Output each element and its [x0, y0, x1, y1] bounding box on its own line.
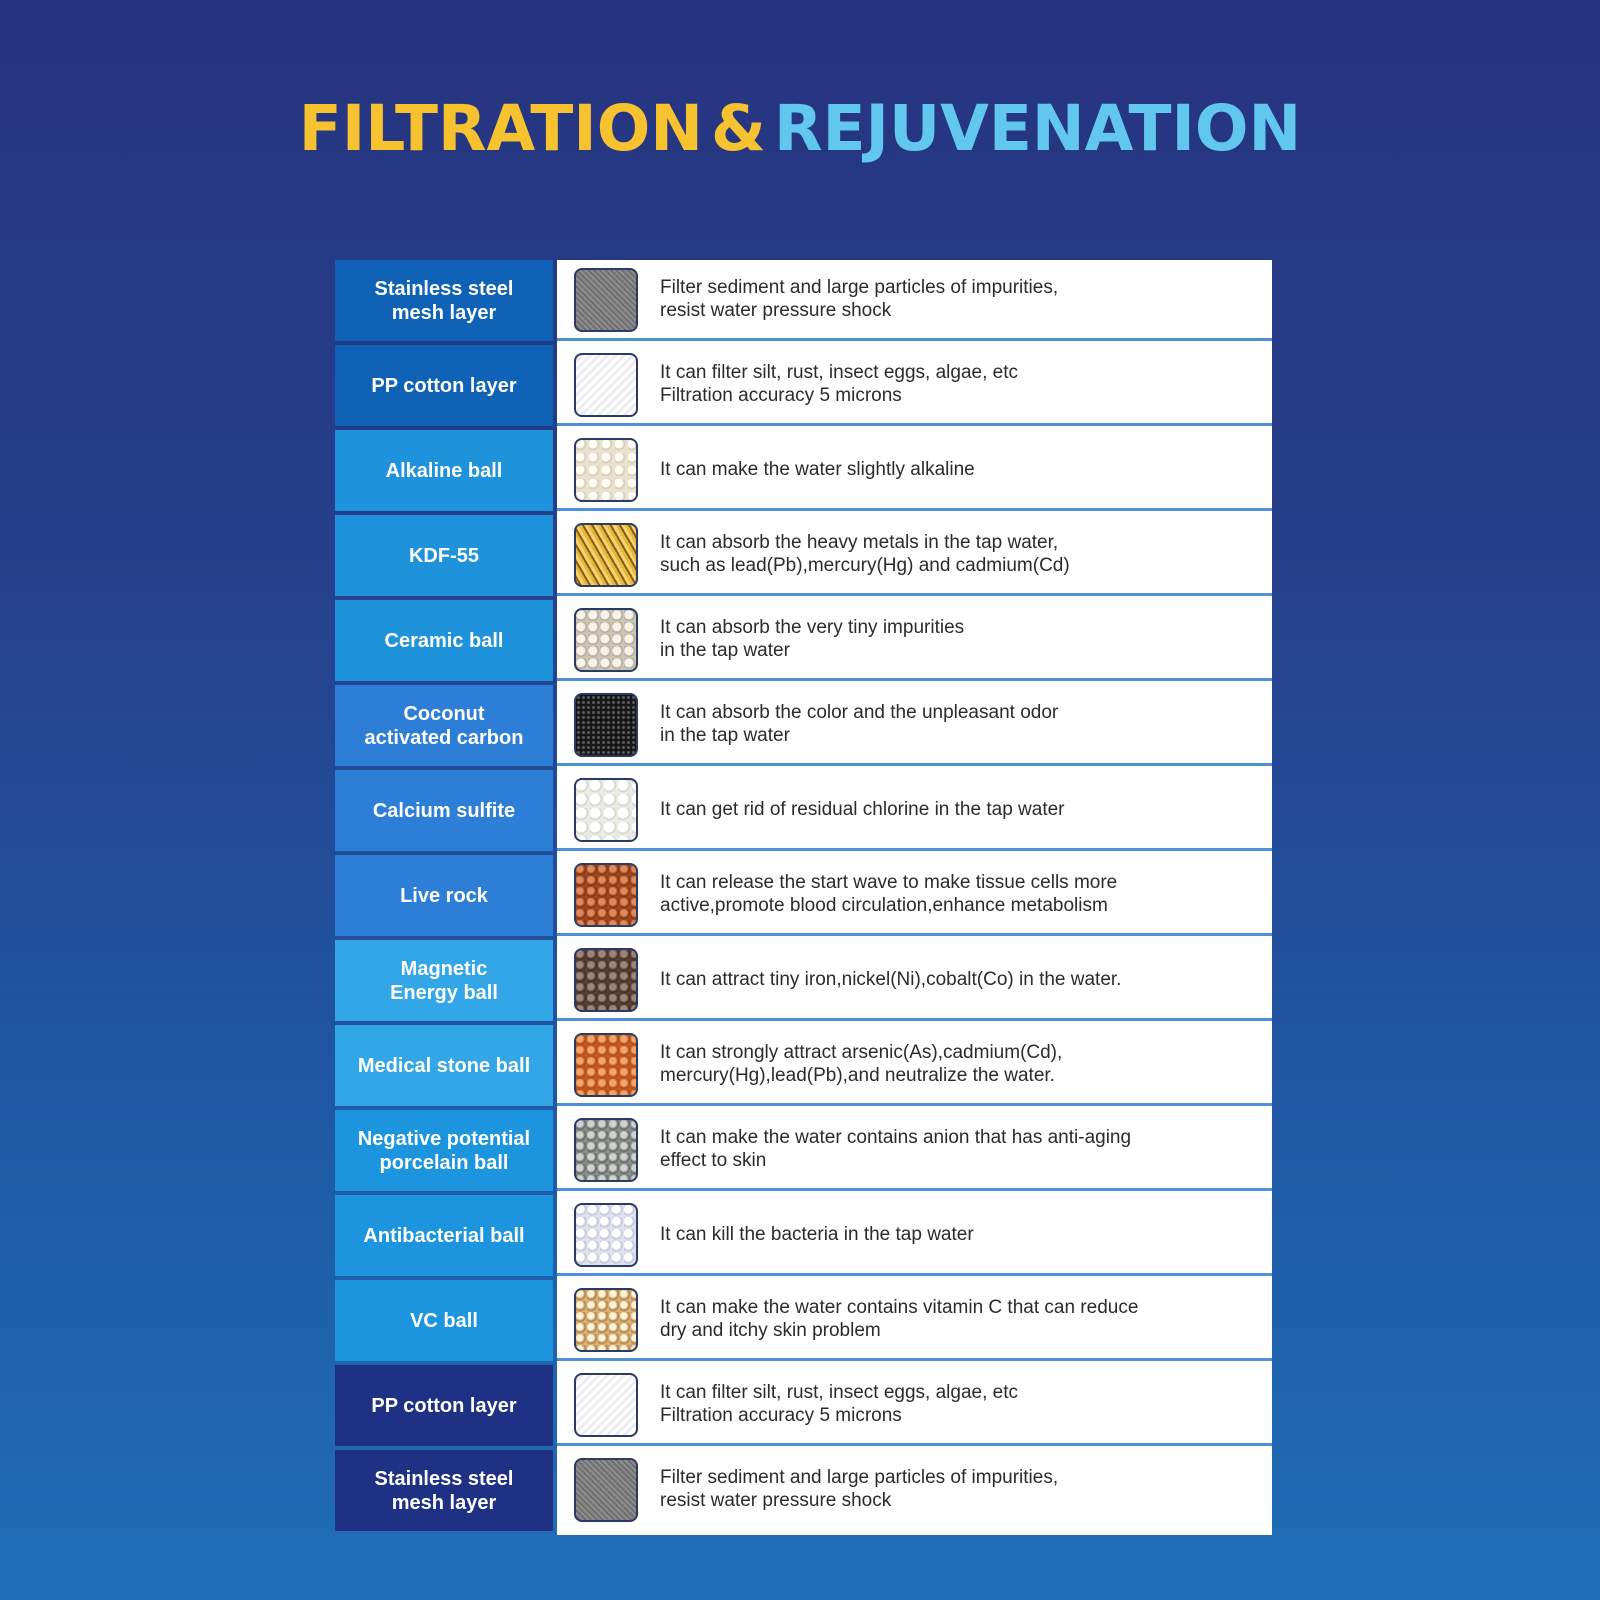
mesh-swatch	[574, 268, 638, 332]
antibacterial-swatch	[574, 1203, 638, 1267]
cotton-swatch	[574, 353, 638, 417]
layer-label: Stainless steel mesh layer	[335, 260, 553, 341]
layer-description: It can kill the bacteria in the tap water	[660, 1223, 974, 1245]
layer-description: Filter sediment and large particles of impurities, resist water pressure shock	[660, 277, 1059, 321]
layer-description: It can absorb the very tiny impurities in the tap water	[660, 617, 965, 661]
layer-label: Medical stone ball	[335, 1025, 553, 1106]
layer-description: Filter sediment and large particles of impurities, resist water pressure shock	[660, 1467, 1059, 1511]
layer-descriptions-column	[557, 260, 1272, 1535]
magnetic-swatch	[574, 948, 638, 1012]
title-rejuvenation: REJUVENATION	[773, 92, 1302, 165]
title-filtration: FILTRATION	[298, 92, 704, 165]
layer-label: VC ball	[335, 1280, 553, 1361]
negative-swatch	[574, 1118, 638, 1182]
cotton-swatch	[574, 1373, 638, 1437]
layer-label: PP cotton layer	[335, 1365, 553, 1446]
layer-row	[557, 1025, 1272, 1106]
layer-row	[557, 685, 1272, 766]
liverock-swatch	[574, 863, 638, 927]
ceramic-swatch	[574, 608, 638, 672]
page-title	[0, 92, 1600, 165]
layer-description: It can strongly attract arsenic(As),cadmium(Cd), mercury(Hg),lead(Pb),and neutralize the water.	[660, 1042, 1063, 1086]
layer-description: It can absorb the color and the unpleasant odor in the tap water	[660, 702, 1059, 746]
layer-label: PP cotton layer	[335, 345, 553, 426]
layer-row	[557, 1280, 1272, 1361]
layer-row	[557, 600, 1272, 681]
title-ampersand: &	[711, 92, 766, 165]
layer-description: It can filter silt, rust, insect eggs, algae, etc Filtration accuracy 5 microns	[660, 1382, 1018, 1426]
layer-label: Antibacterial ball	[335, 1195, 553, 1276]
layer-description: It can absorb the heavy metals in the tap water, such as lead(Pb),mercury(Hg) and cadmium(Cd)	[660, 532, 1070, 576]
layer-description: It can filter silt, rust, insect eggs, algae, etc Filtration accuracy 5 microns	[660, 362, 1018, 406]
layer-row	[557, 515, 1272, 596]
medical-swatch	[574, 1033, 638, 1097]
vc-swatch	[574, 1288, 638, 1352]
layer-description: It can make the water contains vitamin C that can reduce dry and itchy skin problem	[660, 1297, 1139, 1341]
layer-label: Negative potential porcelain ball	[335, 1110, 553, 1191]
layer-label: KDF-55	[335, 515, 553, 596]
layer-row	[557, 1450, 1272, 1531]
layer-description: It can get rid of residual chlorine in the tap water	[660, 798, 1065, 820]
mesh-swatch	[574, 1458, 638, 1522]
layer-row	[557, 940, 1272, 1021]
carbon-swatch	[574, 693, 638, 757]
layer-label: Alkaline ball	[335, 430, 553, 511]
layer-label: Ceramic ball	[335, 600, 553, 681]
filter-layers-table	[335, 260, 1272, 1535]
layer-label: Stainless steel mesh layer	[335, 1450, 553, 1531]
layer-row	[557, 1110, 1272, 1191]
calcium-swatch	[574, 778, 638, 842]
kdf-swatch	[574, 523, 638, 587]
layer-description: It can release the start wave to make tissue cells more active,promote blood circulation,enhance metabolism	[660, 872, 1118, 916]
layer-description: It can make the water contains anion that has anti-aging effect to skin	[660, 1127, 1132, 1171]
alkaline-swatch	[574, 438, 638, 502]
layer-row	[557, 1365, 1272, 1446]
layer-description: It can attract tiny iron,nickel(Ni),cobalt(Co) in the water.	[660, 968, 1122, 990]
layer-label: Live rock	[335, 855, 553, 936]
layer-description: It can make the water slightly alkaline	[660, 458, 975, 480]
layer-row	[557, 260, 1272, 341]
layer-row	[557, 345, 1272, 426]
layer-label: Calcium sulfite	[335, 770, 553, 851]
layer-label: Coconut activated carbon	[335, 685, 553, 766]
layer-row	[557, 855, 1272, 936]
layer-label: Magnetic Energy ball	[335, 940, 553, 1021]
layer-row	[557, 430, 1272, 511]
layer-row	[557, 1195, 1272, 1276]
layer-row	[557, 770, 1272, 851]
